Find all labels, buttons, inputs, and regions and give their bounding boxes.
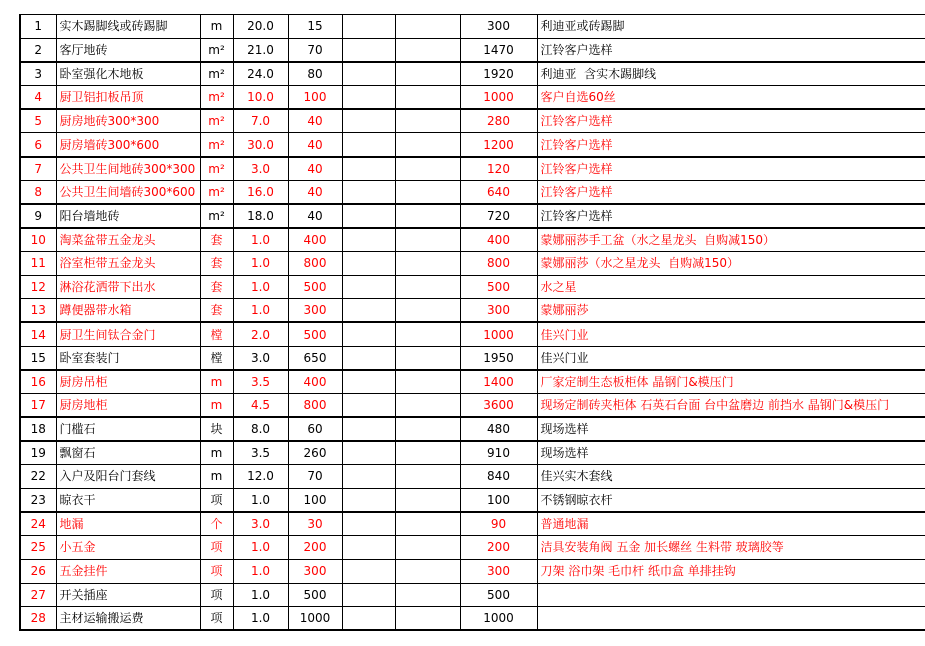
- cell-remark[interactable]: 客户自选60丝: [537, 86, 925, 110]
- cell-quantity[interactable]: 3.0: [233, 346, 288, 370]
- cell-empty-2[interactable]: [395, 394, 460, 418]
- cell-empty-2[interactable]: [395, 512, 460, 536]
- cell-unit[interactable]: 项: [200, 536, 233, 560]
- table-row: [20, 275, 925, 299]
- cell-quantity[interactable]: 1.0: [233, 536, 288, 560]
- table-row: [20, 109, 925, 133]
- cell-empty-1[interactable]: [342, 607, 395, 631]
- cell-unit[interactable]: 套: [200, 275, 233, 299]
- cell-item-name[interactable]: 阳台墙地砖: [56, 204, 200, 228]
- cell-empty-1[interactable]: [342, 109, 395, 133]
- cell-remark[interactable]: 蒙娜丽莎手工盆（水之星龙头 自购减150）: [537, 228, 925, 252]
- cell-row-number[interactable]: 6: [20, 133, 56, 157]
- cell-remark[interactable]: 不锈钢晾衣杆: [537, 488, 925, 512]
- table-row: [20, 465, 925, 489]
- cell-empty-2[interactable]: [395, 204, 460, 228]
- cell-quantity[interactable]: 12.0: [233, 465, 288, 489]
- cell-total[interactable]: 640: [460, 180, 537, 204]
- cell-unit-price[interactable]: 300: [288, 559, 342, 583]
- cell-row-number[interactable]: 9: [20, 204, 56, 228]
- cell-quantity[interactable]: 1.0: [233, 275, 288, 299]
- cell-remark[interactable]: 洁具安装角阀 五金 加长螺丝 生料带 玻璃胶等: [537, 536, 925, 560]
- cell-empty-2[interactable]: [395, 370, 460, 394]
- cell-empty-1[interactable]: [342, 251, 395, 275]
- cell-empty-2[interactable]: [395, 559, 460, 583]
- table-row: [20, 536, 925, 560]
- cell-item-name[interactable]: 蹲便器带水箱: [56, 299, 200, 323]
- cell-empty-1[interactable]: [342, 465, 395, 489]
- cell-total[interactable]: 1000: [460, 322, 537, 346]
- cell-unit-price[interactable]: 15: [288, 15, 342, 39]
- table-row: [20, 133, 925, 157]
- cell-unit[interactable]: 套: [200, 228, 233, 252]
- cell-item-name[interactable]: 厨房墙砖300*600: [56, 133, 200, 157]
- cell-quantity[interactable]: 1.0: [233, 583, 288, 607]
- cell-empty-1[interactable]: [342, 133, 395, 157]
- table-row: [20, 38, 925, 62]
- spreadsheet-area: [19, 14, 925, 631]
- cell-unit[interactable]: m²: [200, 133, 233, 157]
- cell-item-name[interactable]: 地漏: [56, 512, 200, 536]
- cell-remark[interactable]: 利迪亚 含实木踢脚线: [537, 62, 925, 86]
- cell-total[interactable]: 720: [460, 204, 537, 228]
- cell-row-number[interactable]: 2: [20, 38, 56, 62]
- table-row: [20, 583, 925, 607]
- cell-empty-1[interactable]: [342, 180, 395, 204]
- cell-row-number[interactable]: 1: [20, 15, 56, 39]
- cell-unit-price[interactable]: 40: [288, 157, 342, 181]
- cell-item-name[interactable]: 五金挂件: [56, 559, 200, 583]
- cell-remark[interactable]: 现场定制砖夹柜体 石英石台面 台中盆磨边 前挡水 晶钢门&模压门: [537, 394, 925, 418]
- cell-unit[interactable]: m: [200, 441, 233, 465]
- cell-row-number[interactable]: 24: [20, 512, 56, 536]
- cell-item-name[interactable]: 淘菜盆带五金龙头: [56, 228, 200, 252]
- cell-unit-price[interactable]: 40: [288, 204, 342, 228]
- cell-row-number[interactable]: 11: [20, 251, 56, 275]
- cell-quantity[interactable]: 1.0: [233, 299, 288, 323]
- cell-total[interactable]: 300: [460, 559, 537, 583]
- cell-remark[interactable]: 佳兴门业: [537, 322, 925, 346]
- table-row: [20, 322, 925, 346]
- cell-total[interactable]: 1400: [460, 370, 537, 394]
- cell-empty-2[interactable]: [395, 133, 460, 157]
- cell-empty-2[interactable]: [395, 583, 460, 607]
- cell-item-name[interactable]: 淋浴花洒带下出水: [56, 275, 200, 299]
- cell-unit-price[interactable]: 500: [288, 275, 342, 299]
- cell-remark[interactable]: 江铃客户选样: [537, 157, 925, 181]
- cell-item-name[interactable]: 卧室强化木地板: [56, 62, 200, 86]
- table-row: [20, 512, 925, 536]
- cell-row-number[interactable]: 25: [20, 536, 56, 560]
- cell-empty-1[interactable]: [342, 275, 395, 299]
- cell-empty-2[interactable]: [395, 465, 460, 489]
- cell-remark[interactable]: 佳兴门业: [537, 346, 925, 370]
- cell-row-number[interactable]: 22: [20, 465, 56, 489]
- cell-unit[interactable]: m²: [200, 38, 233, 62]
- cell-empty-1[interactable]: [342, 488, 395, 512]
- cell-remark[interactable]: 现场选样: [537, 417, 925, 441]
- cell-empty-2[interactable]: [395, 251, 460, 275]
- cell-unit[interactable]: m²: [200, 204, 233, 228]
- cell-remark[interactable]: 普通地漏: [537, 512, 925, 536]
- cell-unit-price[interactable]: 40: [288, 133, 342, 157]
- cell-remark[interactable]: 江铃客户选样: [537, 180, 925, 204]
- cell-empty-2[interactable]: [395, 607, 460, 631]
- cell-empty-2[interactable]: [395, 38, 460, 62]
- cell-unit[interactable]: m: [200, 394, 233, 418]
- cell-total[interactable]: 120: [460, 157, 537, 181]
- cell-quantity[interactable]: 1.0: [233, 488, 288, 512]
- cell-empty-1[interactable]: [342, 370, 395, 394]
- cell-total[interactable]: 300: [460, 15, 537, 39]
- cell-total[interactable]: 480: [460, 417, 537, 441]
- cell-item-name[interactable]: 开关插座: [56, 583, 200, 607]
- cell-total[interactable]: 1000: [460, 86, 537, 110]
- table-row: [20, 62, 925, 86]
- table-row: [20, 488, 925, 512]
- table-row: [20, 228, 925, 252]
- cell-item-name[interactable]: 厨卫铝扣板吊顶: [56, 86, 200, 110]
- cell-unit[interactable]: 项: [200, 559, 233, 583]
- cell-unit[interactable]: 项: [200, 583, 233, 607]
- cell-empty-2[interactable]: [395, 228, 460, 252]
- cell-remark[interactable]: [537, 607, 925, 631]
- table-row: [20, 441, 925, 465]
- cell-empty-1[interactable]: [342, 322, 395, 346]
- cell-item-name[interactable]: 浴室柜带五金龙头: [56, 251, 200, 275]
- cell-quantity[interactable]: 1.0: [233, 251, 288, 275]
- table-row: [20, 417, 925, 441]
- cell-quantity[interactable]: 18.0: [233, 204, 288, 228]
- cell-item-name[interactable]: 公共卫生间地砖300*300: [56, 157, 200, 181]
- cell-row-number[interactable]: 15: [20, 346, 56, 370]
- cell-unit-price[interactable]: 500: [288, 583, 342, 607]
- estimate-table: [19, 14, 925, 631]
- cell-empty-2[interactable]: [395, 180, 460, 204]
- cell-unit-price[interactable]: 400: [288, 228, 342, 252]
- cell-empty-1[interactable]: [342, 62, 395, 86]
- cell-empty-2[interactable]: [395, 275, 460, 299]
- cell-total[interactable]: 910: [460, 441, 537, 465]
- cell-item-name[interactable]: 主材运输搬运费: [56, 607, 200, 631]
- cell-unit[interactable]: 项: [200, 488, 233, 512]
- cell-total[interactable]: 1950: [460, 346, 537, 370]
- cell-empty-2[interactable]: [395, 346, 460, 370]
- cell-item-name[interactable]: 晾衣干: [56, 488, 200, 512]
- cell-item-name[interactable]: 公共卫生间墙砖300*600: [56, 180, 200, 204]
- cell-unit[interactable]: m²: [200, 86, 233, 110]
- table-row: [20, 204, 925, 228]
- cell-remark[interactable]: 蒙娜丽莎: [537, 299, 925, 323]
- cell-unit[interactable]: m²: [200, 62, 233, 86]
- cell-quantity[interactable]: 7.0: [233, 109, 288, 133]
- cell-empty-2[interactable]: [395, 536, 460, 560]
- cell-unit-price[interactable]: 80: [288, 62, 342, 86]
- cell-row-number[interactable]: 28: [20, 607, 56, 631]
- cell-quantity[interactable]: 1.0: [233, 228, 288, 252]
- cell-unit-price[interactable]: 650: [288, 346, 342, 370]
- cell-row-number[interactable]: 26: [20, 559, 56, 583]
- cell-remark[interactable]: 佳兴实木套线: [537, 465, 925, 489]
- cell-quantity[interactable]: 10.0: [233, 86, 288, 110]
- cell-empty-2[interactable]: [395, 441, 460, 465]
- cell-row-number[interactable]: 3: [20, 62, 56, 86]
- cell-total[interactable]: 1920: [460, 62, 537, 86]
- cell-empty-2[interactable]: [395, 322, 460, 346]
- cell-unit-price[interactable]: 260: [288, 441, 342, 465]
- cell-item-name[interactable]: 厨卫生间钛合金门: [56, 322, 200, 346]
- cell-empty-1[interactable]: [342, 583, 395, 607]
- cell-empty-2[interactable]: [395, 488, 460, 512]
- cell-unit-price[interactable]: 300: [288, 299, 342, 323]
- cell-empty-1[interactable]: [342, 394, 395, 418]
- cell-row-number[interactable]: 27: [20, 583, 56, 607]
- cell-unit-price[interactable]: 40: [288, 180, 342, 204]
- cell-unit-price[interactable]: 1000: [288, 607, 342, 631]
- cell-remark[interactable]: 利迪亚或砖踢脚: [537, 15, 925, 39]
- table-row: [20, 607, 925, 631]
- cell-item-name[interactable]: 厨房吊柜: [56, 370, 200, 394]
- cell-unit[interactable]: 个: [200, 512, 233, 536]
- cell-row-number[interactable]: 23: [20, 488, 56, 512]
- cell-item-name[interactable]: 客厅地砖: [56, 38, 200, 62]
- cell-quantity[interactable]: 21.0: [233, 38, 288, 62]
- cell-unit[interactable]: m²: [200, 157, 233, 181]
- table-row: [20, 394, 925, 418]
- cell-empty-1[interactable]: [342, 559, 395, 583]
- cell-item-name[interactable]: 入户及阳台门套线: [56, 465, 200, 489]
- cell-empty-2[interactable]: [395, 299, 460, 323]
- cell-unit-price[interactable]: 30: [288, 512, 342, 536]
- cell-unit-price[interactable]: 100: [288, 488, 342, 512]
- cell-total[interactable]: 3600: [460, 394, 537, 418]
- cell-remark[interactable]: 现场选样: [537, 441, 925, 465]
- cell-empty-2[interactable]: [395, 157, 460, 181]
- cell-quantity[interactable]: 1.0: [233, 559, 288, 583]
- cell-row-number[interactable]: 10: [20, 228, 56, 252]
- cell-empty-2[interactable]: [395, 109, 460, 133]
- cell-remark[interactable]: 江铃客户选样: [537, 109, 925, 133]
- cell-empty-1[interactable]: [342, 536, 395, 560]
- cell-unit[interactable]: 樘: [200, 346, 233, 370]
- cell-empty-1[interactable]: [342, 204, 395, 228]
- cell-unit-price[interactable]: 400: [288, 370, 342, 394]
- cell-remark[interactable]: 蒙娜丽莎（水之星龙头 自购减150）: [537, 251, 925, 275]
- table-row: [20, 157, 925, 181]
- cell-empty-1[interactable]: [342, 299, 395, 323]
- cell-unit[interactable]: m: [200, 15, 233, 39]
- cell-item-name[interactable]: 飘窗石: [56, 441, 200, 465]
- cell-empty-2[interactable]: [395, 15, 460, 39]
- cell-unit-price[interactable]: 70: [288, 465, 342, 489]
- cell-unit-price[interactable]: 200: [288, 536, 342, 560]
- table-row: [20, 370, 925, 394]
- cell-remark[interactable]: 刀架 浴巾架 毛巾杆 纸巾盒 单排挂钩: [537, 559, 925, 583]
- cell-empty-1[interactable]: [342, 441, 395, 465]
- cell-remark[interactable]: 厂家定制生态板柜体 晶钢门&模压门: [537, 370, 925, 394]
- cell-total[interactable]: 100: [460, 488, 537, 512]
- table-row: [20, 180, 925, 204]
- cell-quantity[interactable]: 16.0: [233, 180, 288, 204]
- cell-row-number[interactable]: 19: [20, 441, 56, 465]
- cell-empty-2[interactable]: [395, 62, 460, 86]
- cell-empty-2[interactable]: [395, 417, 460, 441]
- cell-quantity[interactable]: 20.0: [233, 15, 288, 39]
- cell-item-name[interactable]: 厨房地砖300*300: [56, 109, 200, 133]
- cell-remark[interactable]: [537, 583, 925, 607]
- cell-unit[interactable]: 套: [200, 299, 233, 323]
- cell-unit-price[interactable]: 70: [288, 38, 342, 62]
- cell-row-number[interactable]: 16: [20, 370, 56, 394]
- cell-item-name[interactable]: 门槛石: [56, 417, 200, 441]
- cell-row-number[interactable]: 4: [20, 86, 56, 110]
- cell-unit[interactable]: 块: [200, 417, 233, 441]
- cell-total[interactable]: 300: [460, 299, 537, 323]
- table-row: [20, 346, 925, 370]
- cell-remark[interactable]: 江铃客户选样: [537, 38, 925, 62]
- cell-quantity[interactable]: 1.0: [233, 607, 288, 631]
- cell-total[interactable]: 280: [460, 109, 537, 133]
- table-row: [20, 299, 925, 323]
- cell-total[interactable]: 1200: [460, 133, 537, 157]
- cell-quantity[interactable]: 2.0: [233, 322, 288, 346]
- cell-quantity[interactable]: 24.0: [233, 62, 288, 86]
- cell-quantity[interactable]: 3.5: [233, 441, 288, 465]
- cell-item-name[interactable]: 实木踢脚线或砖踢脚: [56, 15, 200, 39]
- cell-unit-price[interactable]: 800: [288, 394, 342, 418]
- table-body: [20, 15, 925, 631]
- cell-empty-1[interactable]: [342, 512, 395, 536]
- cell-row-number[interactable]: 7: [20, 157, 56, 181]
- cell-empty-1[interactable]: [342, 346, 395, 370]
- cell-row-number[interactable]: 5: [20, 109, 56, 133]
- cell-unit[interactable]: 套: [200, 251, 233, 275]
- cell-total[interactable]: 840: [460, 465, 537, 489]
- cell-total[interactable]: 90: [460, 512, 537, 536]
- cell-total[interactable]: 1470: [460, 38, 537, 62]
- cell-empty-1[interactable]: [342, 417, 395, 441]
- cell-empty-1[interactable]: [342, 86, 395, 110]
- cell-unit[interactable]: m: [200, 465, 233, 489]
- cell-unit[interactable]: m²: [200, 180, 233, 204]
- cell-total[interactable]: 500: [460, 275, 537, 299]
- cell-empty-1[interactable]: [342, 157, 395, 181]
- cell-empty-2[interactable]: [395, 86, 460, 110]
- cell-unit[interactable]: 樘: [200, 322, 233, 346]
- cell-unit-price[interactable]: 40: [288, 109, 342, 133]
- cell-quantity[interactable]: 3.0: [233, 512, 288, 536]
- cell-row-number[interactable]: 17: [20, 394, 56, 418]
- cell-row-number[interactable]: 14: [20, 322, 56, 346]
- cell-item-name[interactable]: 小五金: [56, 536, 200, 560]
- cell-row-number[interactable]: 13: [20, 299, 56, 323]
- cell-item-name[interactable]: 卧室套装门: [56, 346, 200, 370]
- table-row: [20, 559, 925, 583]
- cell-row-number[interactable]: 18: [20, 417, 56, 441]
- table-row: [20, 86, 925, 110]
- cell-item-name[interactable]: 厨房地柜: [56, 394, 200, 418]
- cell-unit-price[interactable]: 800: [288, 251, 342, 275]
- cell-remark[interactable]: 江铃客户选样: [537, 204, 925, 228]
- table-row: [20, 251, 925, 275]
- cell-total[interactable]: 800: [460, 251, 537, 275]
- cell-total[interactable]: 500: [460, 583, 537, 607]
- cell-unit[interactable]: m²: [200, 109, 233, 133]
- cell-quantity[interactable]: 3.0: [233, 157, 288, 181]
- cell-unit-price[interactable]: 100: [288, 86, 342, 110]
- cell-row-number[interactable]: 8: [20, 180, 56, 204]
- cell-quantity[interactable]: 8.0: [233, 417, 288, 441]
- cell-unit[interactable]: 项: [200, 607, 233, 631]
- cell-empty-1[interactable]: [342, 38, 395, 62]
- cell-quantity[interactable]: 4.5: [233, 394, 288, 418]
- cell-remark[interactable]: 江铃客户选样: [537, 133, 925, 157]
- table-row: [20, 15, 925, 39]
- cell-unit-price[interactable]: 500: [288, 322, 342, 346]
- cell-total[interactable]: 200: [460, 536, 537, 560]
- cell-row-number[interactable]: 12: [20, 275, 56, 299]
- cell-remark[interactable]: 水之星: [537, 275, 925, 299]
- cell-total[interactable]: 400: [460, 228, 537, 252]
- cell-empty-1[interactable]: [342, 228, 395, 252]
- cell-empty-1[interactable]: [342, 15, 395, 39]
- cell-quantity[interactable]: 30.0: [233, 133, 288, 157]
- cell-unit-price[interactable]: 60: [288, 417, 342, 441]
- cell-unit[interactable]: m: [200, 370, 233, 394]
- cell-quantity[interactable]: 3.5: [233, 370, 288, 394]
- cell-total[interactable]: 1000: [460, 607, 537, 631]
